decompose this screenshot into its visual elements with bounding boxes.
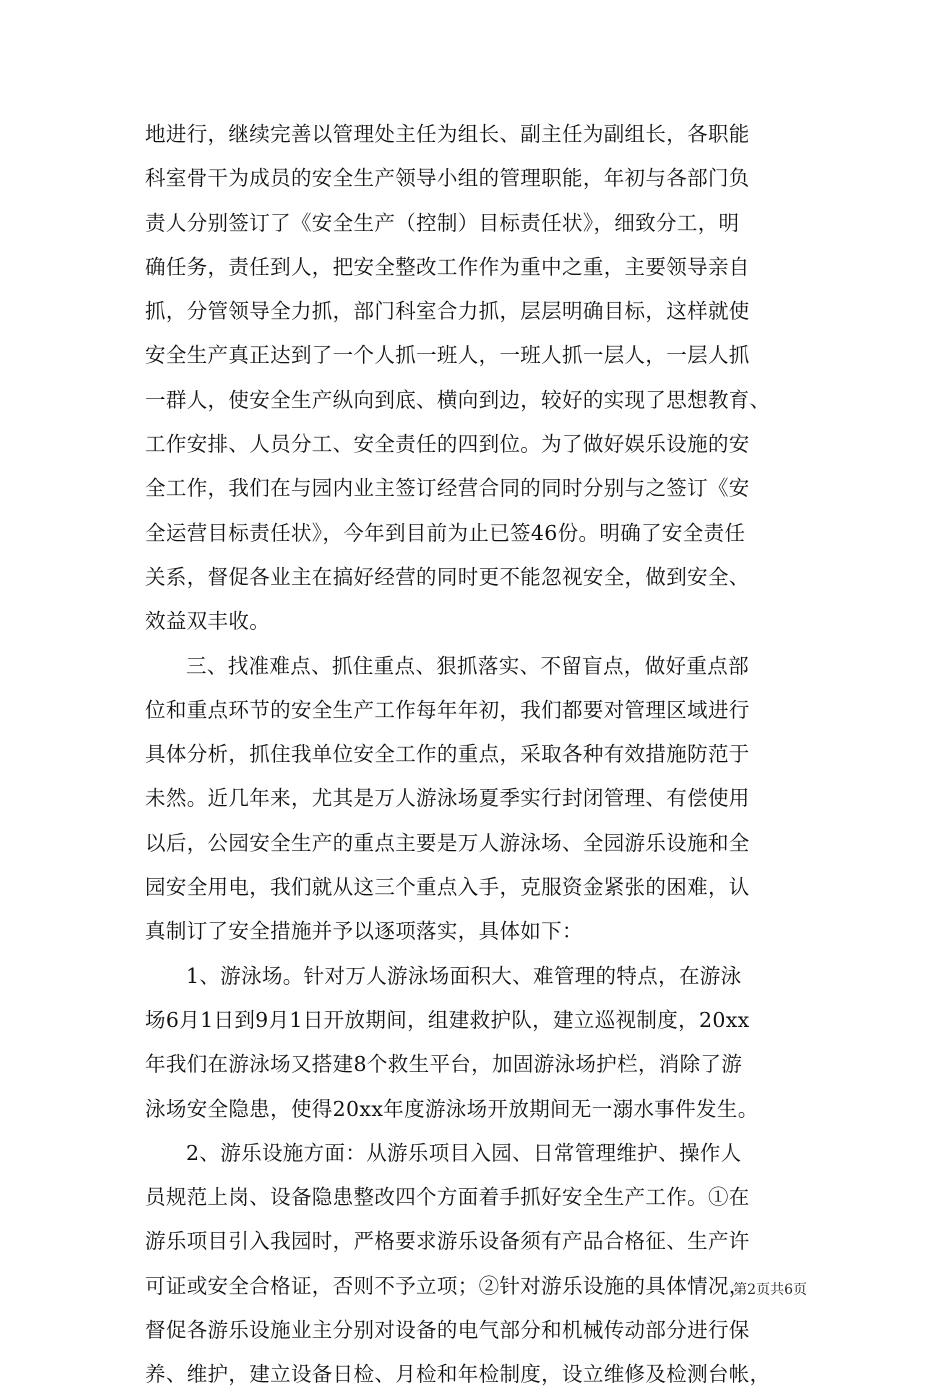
text-line: 全工作，我们在与园内业主签订经营合同的同时分别与之签订《安 — [145, 476, 750, 501]
text-line: 2、游乐设施方面：从游乐项目入园、日常管理维护、操作人 — [186, 1140, 742, 1165]
text-line: 年我们在游泳场又搭建8个救生平台，加固游泳场护栏，消除了游 — [145, 1052, 743, 1077]
text-line: 员规范上岗、设备隐患整改四个方面着手抓好安全生产工作。①在 — [145, 1185, 750, 1210]
text-line: 具体分析，抓住我单位安全工作的重点，采取各种有效措施防范于 — [145, 742, 750, 767]
text-line: 责人分别签订了《安全生产（控制）目标责任状》，细致分工，明 — [145, 210, 740, 235]
text-line: 1、游泳场。针对万人游泳场面积大、难管理的特点，在游泳 — [186, 963, 742, 988]
text-line: 养、维护，建立设备日检、月检和年检制度，设立维修及检测台帐， — [145, 1362, 771, 1387]
text-line: 全运营目标责任状》，今年到目前为止已签46份。明确了安全责任 — [145, 520, 746, 545]
text-line: 工作安排、人员分工、安全责任的四到位。为了做好娱乐设施的安 — [145, 432, 750, 457]
text-line: 场6月1日到9月1日开放期间，组建救护队，建立巡视制度，20xx — [145, 1007, 750, 1032]
text-line: 效益双丰收。 — [145, 609, 271, 634]
text-line: 安全生产真正达到了一个人抓一班人，一班人抓一层人，一层人抓 — [145, 343, 750, 368]
text-line: 地进行，继续完善以管理处主任为组长、副主任为副组长，各职能 — [145, 122, 750, 146]
text-line: 以后，公园安全生产的重点主要是万人游泳场、全园游乐设施和全 — [145, 830, 750, 855]
text-line: 位和重点环节的安全生产工作每年年初，我们都要对管理区域进行 — [145, 697, 750, 722]
text-line: 泳场安全隐患，使得20xx年度游泳场开放期间无一溺水事件发生。 — [145, 1096, 759, 1121]
text-line: 关系，督促各业主在搞好经营的同时更不能忽视安全，做到安全、 — [145, 564, 750, 589]
text-line: 一群人，使安全生产纵向到底、横向到边，较好的实现了思想教育、 — [145, 387, 771, 412]
body-text — [145, 112, 807, 1397]
text-line: 可证或安全合格证，否则不予立项；②针对游乐设施的具体情况， — [145, 1273, 750, 1298]
page-number-footer: 第2页共6页 — [733, 1282, 807, 1298]
text-line: 确任务，责任到人，把安全整改工作作为重中之重，主要领导亲自 — [145, 254, 750, 279]
text-line: 真制订了安全措施并予以逐项落实，具体如下： — [145, 919, 583, 944]
text-line: 科室骨干为成员的安全生产领导小组的管理职能，年初与各部门负 — [145, 166, 750, 191]
text-line: 游乐项目引入我园时，严格要求游乐设备须有产品合格征、生产许 — [145, 1229, 750, 1254]
text-line: 未然。近几年来，尤其是万人游泳场夏季实行封闭管理、有偿使用 — [145, 786, 750, 811]
text-line: 园安全用电，我们就从这三个重点入手，克服资金紧张的困难，认 — [145, 875, 750, 900]
text-line: 三、找准难点、抓住重点、狠抓落实、不留盲点，做好重点部 — [186, 653, 749, 678]
text-line: 抓，分管领导全力抓，部门科室合力抓，层层明确目标，这样就使 — [145, 299, 750, 324]
text-line: 督促各游乐设施业主分别对设备的电气部分和机械传动部分进行保 — [145, 1318, 750, 1343]
